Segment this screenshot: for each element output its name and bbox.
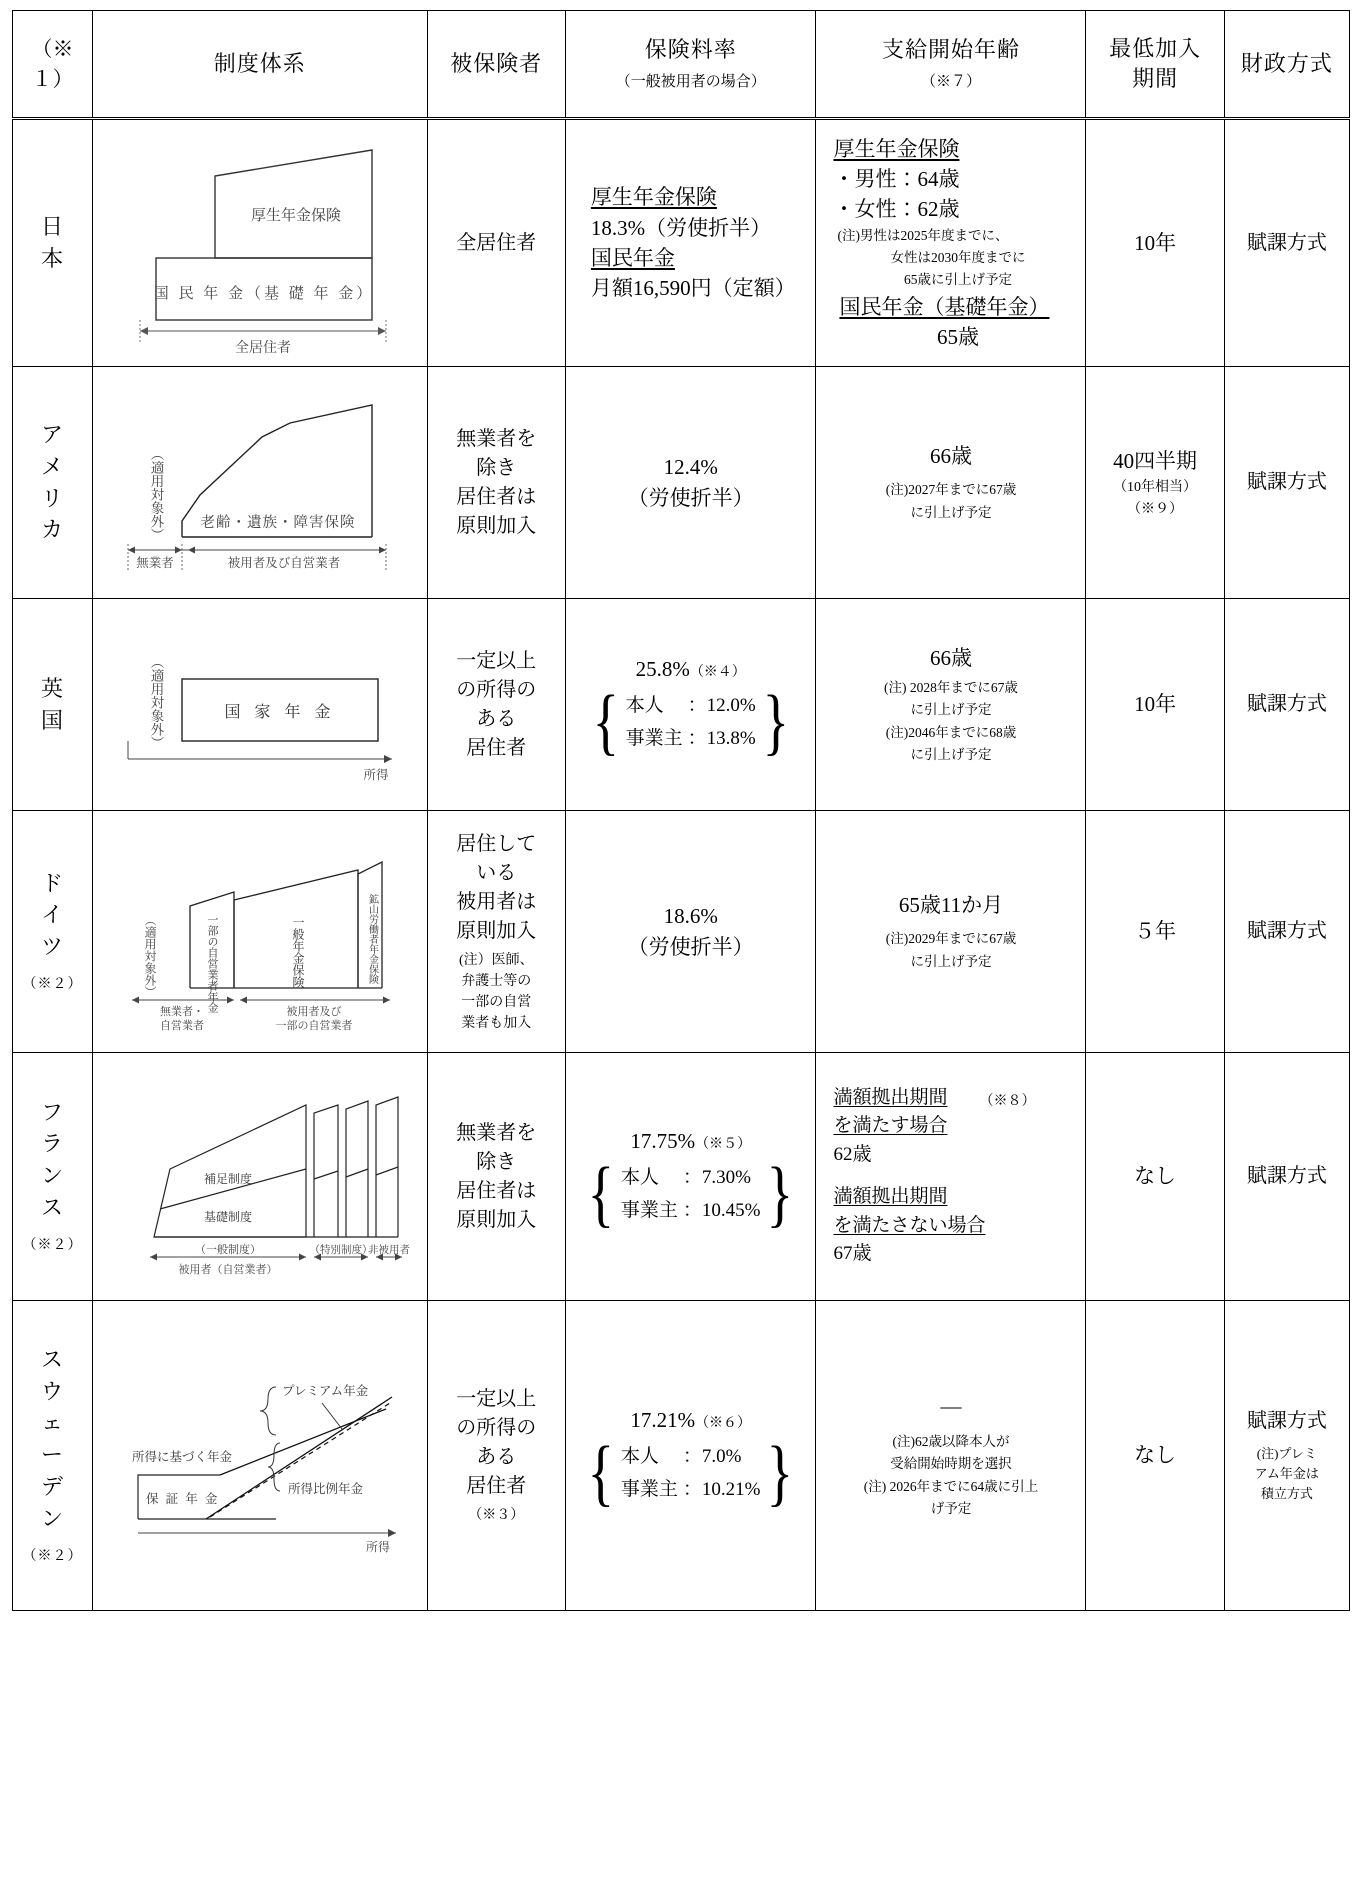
rate-brace-value: 10.21% xyxy=(701,1478,761,1500)
insured-line: ある xyxy=(476,1446,517,1468)
header-age xyxy=(816,11,1086,119)
country-cell-france xyxy=(13,1053,93,1301)
financing-note-line: (注)プレミ xyxy=(1256,1445,1317,1461)
country-label-line: カ xyxy=(40,517,64,543)
brace-right-icon: } xyxy=(762,680,789,763)
country-label-line: 本 xyxy=(40,246,64,271)
rate-line-value: 18.6% xyxy=(663,904,718,929)
country-cell-germany xyxy=(13,811,93,1053)
age-note: 65歳に引上げ予定 xyxy=(903,272,1012,288)
rate-brace-label: 本人 xyxy=(620,1167,659,1189)
scheme-diagram-usa xyxy=(92,367,427,599)
country-label-line: ラ xyxy=(40,1131,64,1157)
age-main: ― xyxy=(940,1393,962,1418)
country-cell-sweden xyxy=(13,1301,93,1611)
age-group1-value: 62歳 xyxy=(833,1143,872,1165)
header-min-period-line2: 期間 xyxy=(1132,66,1179,91)
age-note: げ予定 xyxy=(930,1500,972,1516)
insured-line: 無業者を xyxy=(456,427,537,450)
financing-cell-usa: 賦課方式 xyxy=(1224,367,1349,599)
rate-brace-line: 事業主 ：13.8% xyxy=(626,723,756,755)
brace-left-icon: { xyxy=(587,1152,615,1235)
header-scheme xyxy=(92,11,427,119)
country-label-line: 英 xyxy=(40,675,64,701)
country-footnote-mark: （※２） xyxy=(22,977,83,993)
usa-scheme-svg xyxy=(110,375,410,590)
financing-cell-germany: 賦課方式 xyxy=(1224,811,1349,1053)
rate-brace-line: 事業主 ：10.21% xyxy=(621,1474,761,1506)
insured-cell-japan: 全居住者 xyxy=(427,119,565,367)
age-title: 厚生年金保険 xyxy=(833,136,960,161)
min-period-cell-usa xyxy=(1086,367,1224,599)
age-group2-value: 67歳 xyxy=(833,1243,872,1265)
rate-cell-uk xyxy=(565,599,816,811)
age-note: (注)2046年までに68歳 xyxy=(885,724,1017,740)
japan-axis-label: 全居住者 xyxy=(234,341,291,356)
insured-note-line: 一部の自営 xyxy=(461,994,532,1010)
insured-line: いる xyxy=(476,861,517,884)
financing-value: 賦課方式 xyxy=(1246,1409,1327,1432)
table-row-japan xyxy=(13,119,1350,367)
insured-note-line: (注）医師、 xyxy=(458,952,534,968)
min-period-cell-sweden: なし xyxy=(1086,1301,1224,1611)
age-cell-japan xyxy=(816,119,1086,367)
rate-brace-line: 本人 ：7.0% xyxy=(621,1441,761,1473)
country-label-line: ー xyxy=(40,1442,64,1468)
insured-line: の所得の xyxy=(456,678,537,701)
rate-headline-wrap xyxy=(630,1405,751,1435)
table-row-usa xyxy=(13,367,1350,599)
insured-line: 居住者は xyxy=(456,485,537,508)
country-label-line: ン xyxy=(40,1506,64,1532)
insured-line: 原則加入 xyxy=(456,919,537,942)
rate-brace-value: 10.45% xyxy=(701,1199,761,1221)
brace-right-icon: } xyxy=(766,1431,794,1514)
uk-side-label: （適用対象外） xyxy=(148,655,164,750)
usa-axis-left: 無業者 xyxy=(136,556,174,570)
rate-headline-ref: （※４） xyxy=(689,664,746,680)
rate-brace-value: 13.8% xyxy=(706,727,756,749)
header-insured xyxy=(427,11,565,119)
header-age-label: 支給開始年齢 xyxy=(881,37,1020,63)
age-note: 女性は2030年度までに xyxy=(890,250,1026,266)
age-group1-title: 満額拠出期間 xyxy=(833,1087,948,1109)
age-cell-sweden xyxy=(816,1301,1086,1611)
rate-headline-wrap xyxy=(636,654,746,684)
age-note: (注) 2028年までに67歳 xyxy=(884,680,1018,696)
min-period-cell-germany: ５年 xyxy=(1086,811,1224,1053)
insured-line: 一定以上 xyxy=(456,1388,537,1410)
rate-cell-germany xyxy=(565,811,816,1053)
min-period-value: 40四半期 xyxy=(1113,448,1198,473)
france-band-lower-label: 基礎制度 xyxy=(203,1209,252,1224)
sweden-guarantee-label: 保 証 年 金 xyxy=(145,1491,220,1506)
germany-axis-left-line1: 無業者・ xyxy=(159,1005,204,1018)
age-note: 受給開始時期を選択 xyxy=(890,1456,1012,1472)
age-title2: 国民年金（基礎年金） xyxy=(839,294,1050,319)
japan-lower-label: 国 民 年 金（基 礎 年 金） xyxy=(153,286,375,302)
insured-line: 被用者は xyxy=(456,890,537,913)
country-label-line: ド xyxy=(40,870,64,896)
header-min-period-line1: 最低加入 xyxy=(1109,36,1202,62)
insured-note-line: 弁護士等の xyxy=(461,973,532,989)
insured-cell-germany xyxy=(427,811,565,1053)
age-group1-ref: （※８） xyxy=(979,1093,1036,1109)
germany-band3-label: 鉱山労働者年金保険 xyxy=(366,893,378,984)
age-cell-uk xyxy=(816,599,1086,811)
header-age-sub: （※７） xyxy=(920,74,981,91)
table-row-sweden xyxy=(13,1301,1350,1611)
insured-line: 除き xyxy=(476,456,517,479)
rate-headline-ref: （※６） xyxy=(695,1415,752,1431)
country-cell-uk xyxy=(13,599,93,811)
header-rate xyxy=(565,11,816,119)
germany-band2-label: 一般年金保険 xyxy=(290,915,305,988)
country-footnote-mark: （※２） xyxy=(22,1549,83,1565)
insured-line: 居住者 xyxy=(466,1475,527,1497)
age-group2-line2: を満たさない場合 xyxy=(833,1214,986,1236)
country-cell-usa xyxy=(13,367,93,599)
insured-note-line: 業者も加入 xyxy=(461,1015,532,1031)
country-label-line: ツ xyxy=(40,934,64,960)
brace-right-icon: } xyxy=(766,1152,794,1235)
insured-line: 原則加入 xyxy=(456,514,537,537)
france-axis1b-label: 被用者（自営業者） xyxy=(178,1263,278,1276)
sweden-axis-right: 所得 xyxy=(365,1539,390,1554)
min-period-sub: （10年相当） xyxy=(1113,480,1198,496)
financing-cell-japan: 賦課方式 xyxy=(1224,119,1349,367)
insured-cell-uk xyxy=(427,599,565,811)
header-rate-label: 保険料率 xyxy=(644,37,737,63)
min-period-cell-france: なし xyxy=(1086,1053,1224,1301)
header-financing xyxy=(1224,11,1349,119)
japan-scheme-svg xyxy=(110,128,410,358)
financing-note-line: 積立方式 xyxy=(1260,1486,1313,1502)
rate-brace-label: 本人 xyxy=(620,1446,659,1468)
uk-axis-right: 所得 xyxy=(363,768,389,782)
age-group1-line2: を満たす場合 xyxy=(833,1115,948,1137)
rate-brace-value: 7.30% xyxy=(701,1167,751,1189)
age-note: (注)2029年までに67歳 xyxy=(885,931,1017,947)
france-scheme-svg xyxy=(110,1061,410,1293)
financing-cell-france: 賦課方式 xyxy=(1224,1053,1349,1301)
insured-cell-france xyxy=(427,1053,565,1301)
rate-headline: 17.21% xyxy=(630,1407,696,1432)
country-label-line: デ xyxy=(40,1474,64,1500)
age-note: に引上げ予定 xyxy=(910,746,992,762)
rate-headline: 17.75% xyxy=(630,1128,696,1153)
germany-band1-label: 一部の自営業者年金 xyxy=(205,913,218,1013)
rate-cell-japan xyxy=(565,119,816,367)
france-axis1-label: （一般制度） xyxy=(194,1243,261,1256)
header-note: （※１） xyxy=(13,11,93,119)
min-period-ref: （※９） xyxy=(1127,501,1184,517)
rate-brace-value: 12.0% xyxy=(706,695,756,717)
rate-line-value: （労使折半） xyxy=(627,485,754,510)
header-financing-label: 財政方式 xyxy=(1240,51,1333,77)
scheme-diagram-germany xyxy=(92,811,427,1053)
france-axis3-label: 非被用者 xyxy=(367,1244,410,1256)
age-group2-title: 満額拠出期間 xyxy=(833,1186,948,1208)
brace-left-icon: { xyxy=(592,680,620,763)
insured-line: 除き xyxy=(476,1150,517,1173)
table-row-france xyxy=(13,1053,1350,1301)
age-note: (注) 2026年までに64歳に引上 xyxy=(863,1478,1039,1494)
brace-left-icon: { xyxy=(587,1431,615,1514)
min-period-cell-japan: 10年 xyxy=(1086,119,1224,367)
age-note: (注)2027年までに67歳 xyxy=(885,482,1017,498)
insured-line: 原則加入 xyxy=(456,1208,537,1231)
country-label-line: メ xyxy=(40,453,64,479)
age-note: (注)男性は2025年度までに、 xyxy=(837,227,1009,243)
insured-line: 居住して xyxy=(456,832,537,855)
age-cell-germany xyxy=(816,811,1086,1053)
age-bullet: ・男性：64歳 xyxy=(833,166,960,191)
country-label-line: イ xyxy=(40,902,64,928)
age-main: 65歳11か月 xyxy=(898,893,1004,918)
rate-brace-label: 本人 xyxy=(625,695,664,717)
usa-axis-right: 被用者及び自営業者 xyxy=(227,556,341,570)
table-row-uk xyxy=(13,599,1350,811)
rate-line-value: （労使折半） xyxy=(627,934,754,959)
sweden-scheme-svg xyxy=(110,1351,410,1561)
country-label-line: ン xyxy=(40,1163,64,1189)
header-min-period xyxy=(1086,11,1224,119)
financing-note-line: アム年金は xyxy=(1254,1465,1319,1481)
country-label-line: リ xyxy=(40,485,64,511)
rate-brace-line: 本人 ：12.0% xyxy=(626,690,756,722)
scheme-diagram-japan xyxy=(92,119,427,367)
header-insured-label: 被保険者 xyxy=(450,51,543,77)
country-cell-japan xyxy=(13,119,93,367)
age-cell-usa xyxy=(816,367,1086,599)
insured-ref: （※３） xyxy=(468,1508,525,1523)
rate-brace-label: 事業主 xyxy=(620,1199,678,1221)
age-bullet: ・女性：62歳 xyxy=(833,197,960,222)
country-label-line: フ xyxy=(40,1099,64,1125)
rate-headline: 25.8% xyxy=(635,656,690,681)
rate-line-title: 厚生年金保険 xyxy=(590,185,717,210)
age-main: 66歳 xyxy=(929,645,972,670)
scheme-diagram-sweden xyxy=(92,1301,427,1611)
insured-line: 居住者は xyxy=(456,1179,537,1202)
insured-line: ある xyxy=(476,707,517,730)
germany-axis-right-line2: 一部の自営業者 xyxy=(275,1019,353,1032)
germany-side-label: （適用対象外） xyxy=(142,913,157,998)
france-band-upper-label: 補足制度 xyxy=(203,1171,252,1186)
country-label-line: 日 xyxy=(40,214,64,240)
usa-side-label: （適用対象外） xyxy=(148,447,164,542)
header-scheme-label: 制度体系 xyxy=(213,51,306,77)
rate-brace-line: 事業主 ：10.45% xyxy=(621,1195,761,1227)
usa-band-label: 老齢・遺族・障害保険 xyxy=(200,515,356,531)
uk-band-label: 国 家 年 金 xyxy=(224,704,336,721)
rate-cell-france xyxy=(565,1053,816,1301)
financing-cell-uk: 賦課方式 xyxy=(1224,599,1349,811)
country-label-line: ス xyxy=(40,1195,64,1221)
insured-cell-usa xyxy=(427,367,565,599)
rate-headline-wrap xyxy=(630,1126,751,1156)
insured-line: 居住者 xyxy=(466,736,527,759)
country-label-line: ア xyxy=(40,421,64,447)
rate-cell-sweden xyxy=(565,1301,816,1611)
country-label-line: 国 xyxy=(40,707,64,733)
financing-cell-sweden xyxy=(1224,1301,1349,1611)
rate-line-title: 国民年金 xyxy=(590,246,675,270)
age-note: に引上げ予定 xyxy=(910,953,992,969)
age-note: に引上げ予定 xyxy=(910,702,992,718)
age-cell-france xyxy=(816,1053,1086,1301)
rate-brace-label: 事業主 xyxy=(620,1478,678,1500)
rate-headline-ref: （※５） xyxy=(695,1136,752,1152)
germany-axis-left-line2: 自営業者 xyxy=(159,1019,204,1032)
rate-line-value: 月額16,590円（定額） xyxy=(590,276,796,301)
table-header-row xyxy=(13,11,1350,119)
country-label-line: ス xyxy=(40,1346,64,1372)
age-spacer xyxy=(833,1169,1082,1183)
uk-scheme-svg xyxy=(110,607,410,802)
scheme-diagram-uk xyxy=(92,599,427,811)
france-axis2-label: （特別制度） xyxy=(309,1244,373,1256)
age-main: 66歳 xyxy=(929,444,972,469)
insured-line: の所得の xyxy=(456,1417,537,1439)
rate-cell-usa xyxy=(565,367,816,599)
pension-comparison-table xyxy=(12,10,1350,1611)
country-footnote-mark: （※２） xyxy=(22,1238,83,1254)
japan-upper-label: 厚生年金保険 xyxy=(250,208,341,224)
germany-axis-right-line1: 被用者及び xyxy=(286,1005,342,1018)
sweden-income-based-label: 所得に基づく年金 xyxy=(131,1449,232,1464)
min-period-cell-uk: 10年 xyxy=(1086,599,1224,811)
rate-line-value: 18.3%（労使折半） xyxy=(590,215,772,240)
scheme-diagram-france xyxy=(92,1053,427,1301)
rate-brace-value: 7.0% xyxy=(701,1446,742,1468)
sweden-income-prop-label: 所得比例年金 xyxy=(287,1481,363,1496)
header-rate-sub: （一般被用者の場合） xyxy=(615,74,766,91)
rate-brace-label: 事業主 xyxy=(625,727,683,749)
age-note: (注)62歳以降本人が xyxy=(892,1434,1010,1450)
country-label-line: ウ xyxy=(40,1378,64,1404)
insured-cell-sweden xyxy=(427,1301,565,1611)
sweden-premium-label: プレミアム年金 xyxy=(281,1383,368,1398)
rate-line-value: 12.4% xyxy=(663,455,718,480)
germany-scheme-svg xyxy=(110,818,410,1046)
insured-line: 無業者を xyxy=(456,1121,537,1144)
country-label-line: ェ xyxy=(40,1410,64,1436)
age-note: に引上げ予定 xyxy=(910,504,992,520)
age-value2: 65歳 xyxy=(936,325,979,350)
table-row-germany xyxy=(13,811,1350,1053)
rate-brace-line: 本人 ：7.30% xyxy=(621,1162,761,1194)
insured-line: 一定以上 xyxy=(456,649,537,672)
